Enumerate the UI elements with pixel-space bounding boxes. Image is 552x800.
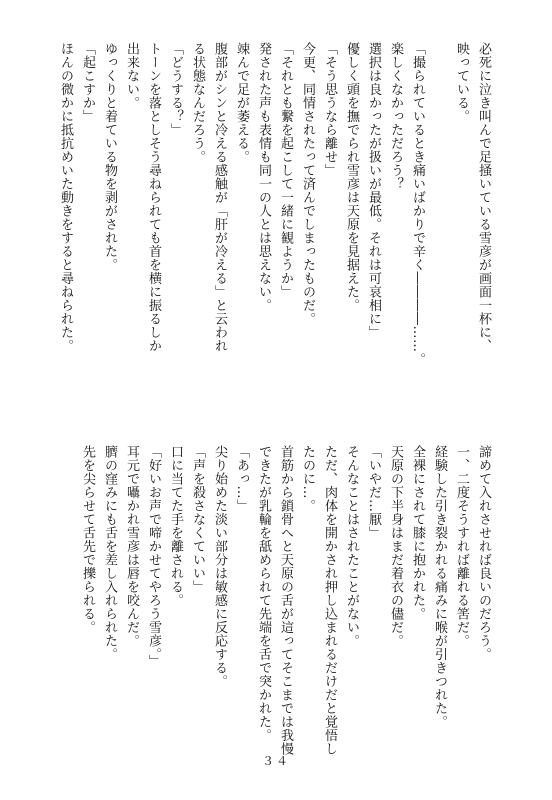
- text-line: 「そう思うなら離せ」: [322, 42, 337, 177]
- text-line: 楽しくなかっただろう？: [388, 42, 403, 191]
- text-line: 竦んで足が萎える。: [234, 42, 249, 164]
- text-line: ゆっくりと着ている物を剥がされた。: [102, 42, 117, 272]
- text-line: 首筋から鎖骨へと天原の舌が這ってそこまでは我慢: [278, 445, 293, 756]
- text-line: 「いやだ…厭」: [366, 445, 381, 540]
- text-line: 「好いお声で啼かせてやろう雪彦。」: [146, 445, 161, 668]
- text-line: 「どうする？」: [168, 42, 183, 137]
- text-line: できたが乳輪を舐められて先端を舌で突かれた。: [256, 445, 271, 742]
- page-number: ３４: [261, 754, 290, 768]
- bottom-text-block: [76, 445, 494, 756]
- text-line: 「声を殺さなくていい」: [190, 445, 205, 594]
- text-line: 「起こすか」: [80, 42, 95, 123]
- text-line: ほんの微かに抵抗めいた動きをすると尋ねられた。: [58, 42, 73, 353]
- text-line: 必死に泣き叫んで足掻いている雪彦が画面一杯に、: [476, 42, 491, 353]
- text-line: ただ、肉体を開かされ押し込まれるだけだと覚悟し: [322, 445, 337, 756]
- text-line: たのに…。: [300, 445, 315, 513]
- text-line: [428, 42, 450, 372]
- text-line: 「撮られているとき痛いばかりで辛く――――……。: [410, 42, 425, 366]
- text-line: 映っている。: [454, 42, 469, 123]
- text-line: 腹部がシンと冷える感触が「肝が冷える」と云われ: [212, 42, 227, 353]
- text-line: トーンを落としそう尋ねられても首を横に振るしか: [146, 42, 161, 353]
- text-line: 今更、同情されたって済んでしまったものだ。: [300, 42, 315, 326]
- text-line: 一、二度そうすれば離れる筈だ。: [454, 445, 469, 648]
- text-line: る状態なんだろう。: [190, 42, 205, 164]
- text-line: 「それとも繋を起こして一緒に観ようか」: [278, 42, 293, 299]
- text-line: 先を尖らせて舌先で擽られる。: [80, 445, 95, 634]
- text-line: 全裸にされて膝に抱かれた。: [410, 445, 425, 621]
- text-line: 出来ない。: [124, 42, 139, 110]
- text-line: 口に当てた手を離される。: [168, 445, 183, 607]
- text-line: 尖り始めた淡い部分は敏感に反応する。: [212, 445, 227, 688]
- text-line: 発された声も表情も同一の人とは思えない。: [256, 42, 271, 312]
- text-line: 「あっ…」: [234, 445, 249, 513]
- text-line: 天原の下半身はまだ着衣の儘だ。: [388, 445, 403, 648]
- top-text-block: [54, 42, 494, 372]
- text-line: 耳元で囁かれ雪彦は唇を咬んだ。: [124, 445, 139, 648]
- text-line: 臍の窪みにも舌を差し入れられた。: [102, 445, 117, 661]
- text-line: そんなことはされたことがない。: [344, 445, 359, 648]
- text-line: 経験した引き裂かれる痛みに喉が引きつれた。: [432, 445, 447, 729]
- text-line: 優しく頭を撫でられ雪彦は天原を見据えた。: [344, 42, 359, 312]
- text-line: 選択は良かったが扱いが最低。それは可哀相に」: [366, 42, 381, 339]
- text-line: 諦めて入れさせれば良いのだろう。: [476, 445, 491, 661]
